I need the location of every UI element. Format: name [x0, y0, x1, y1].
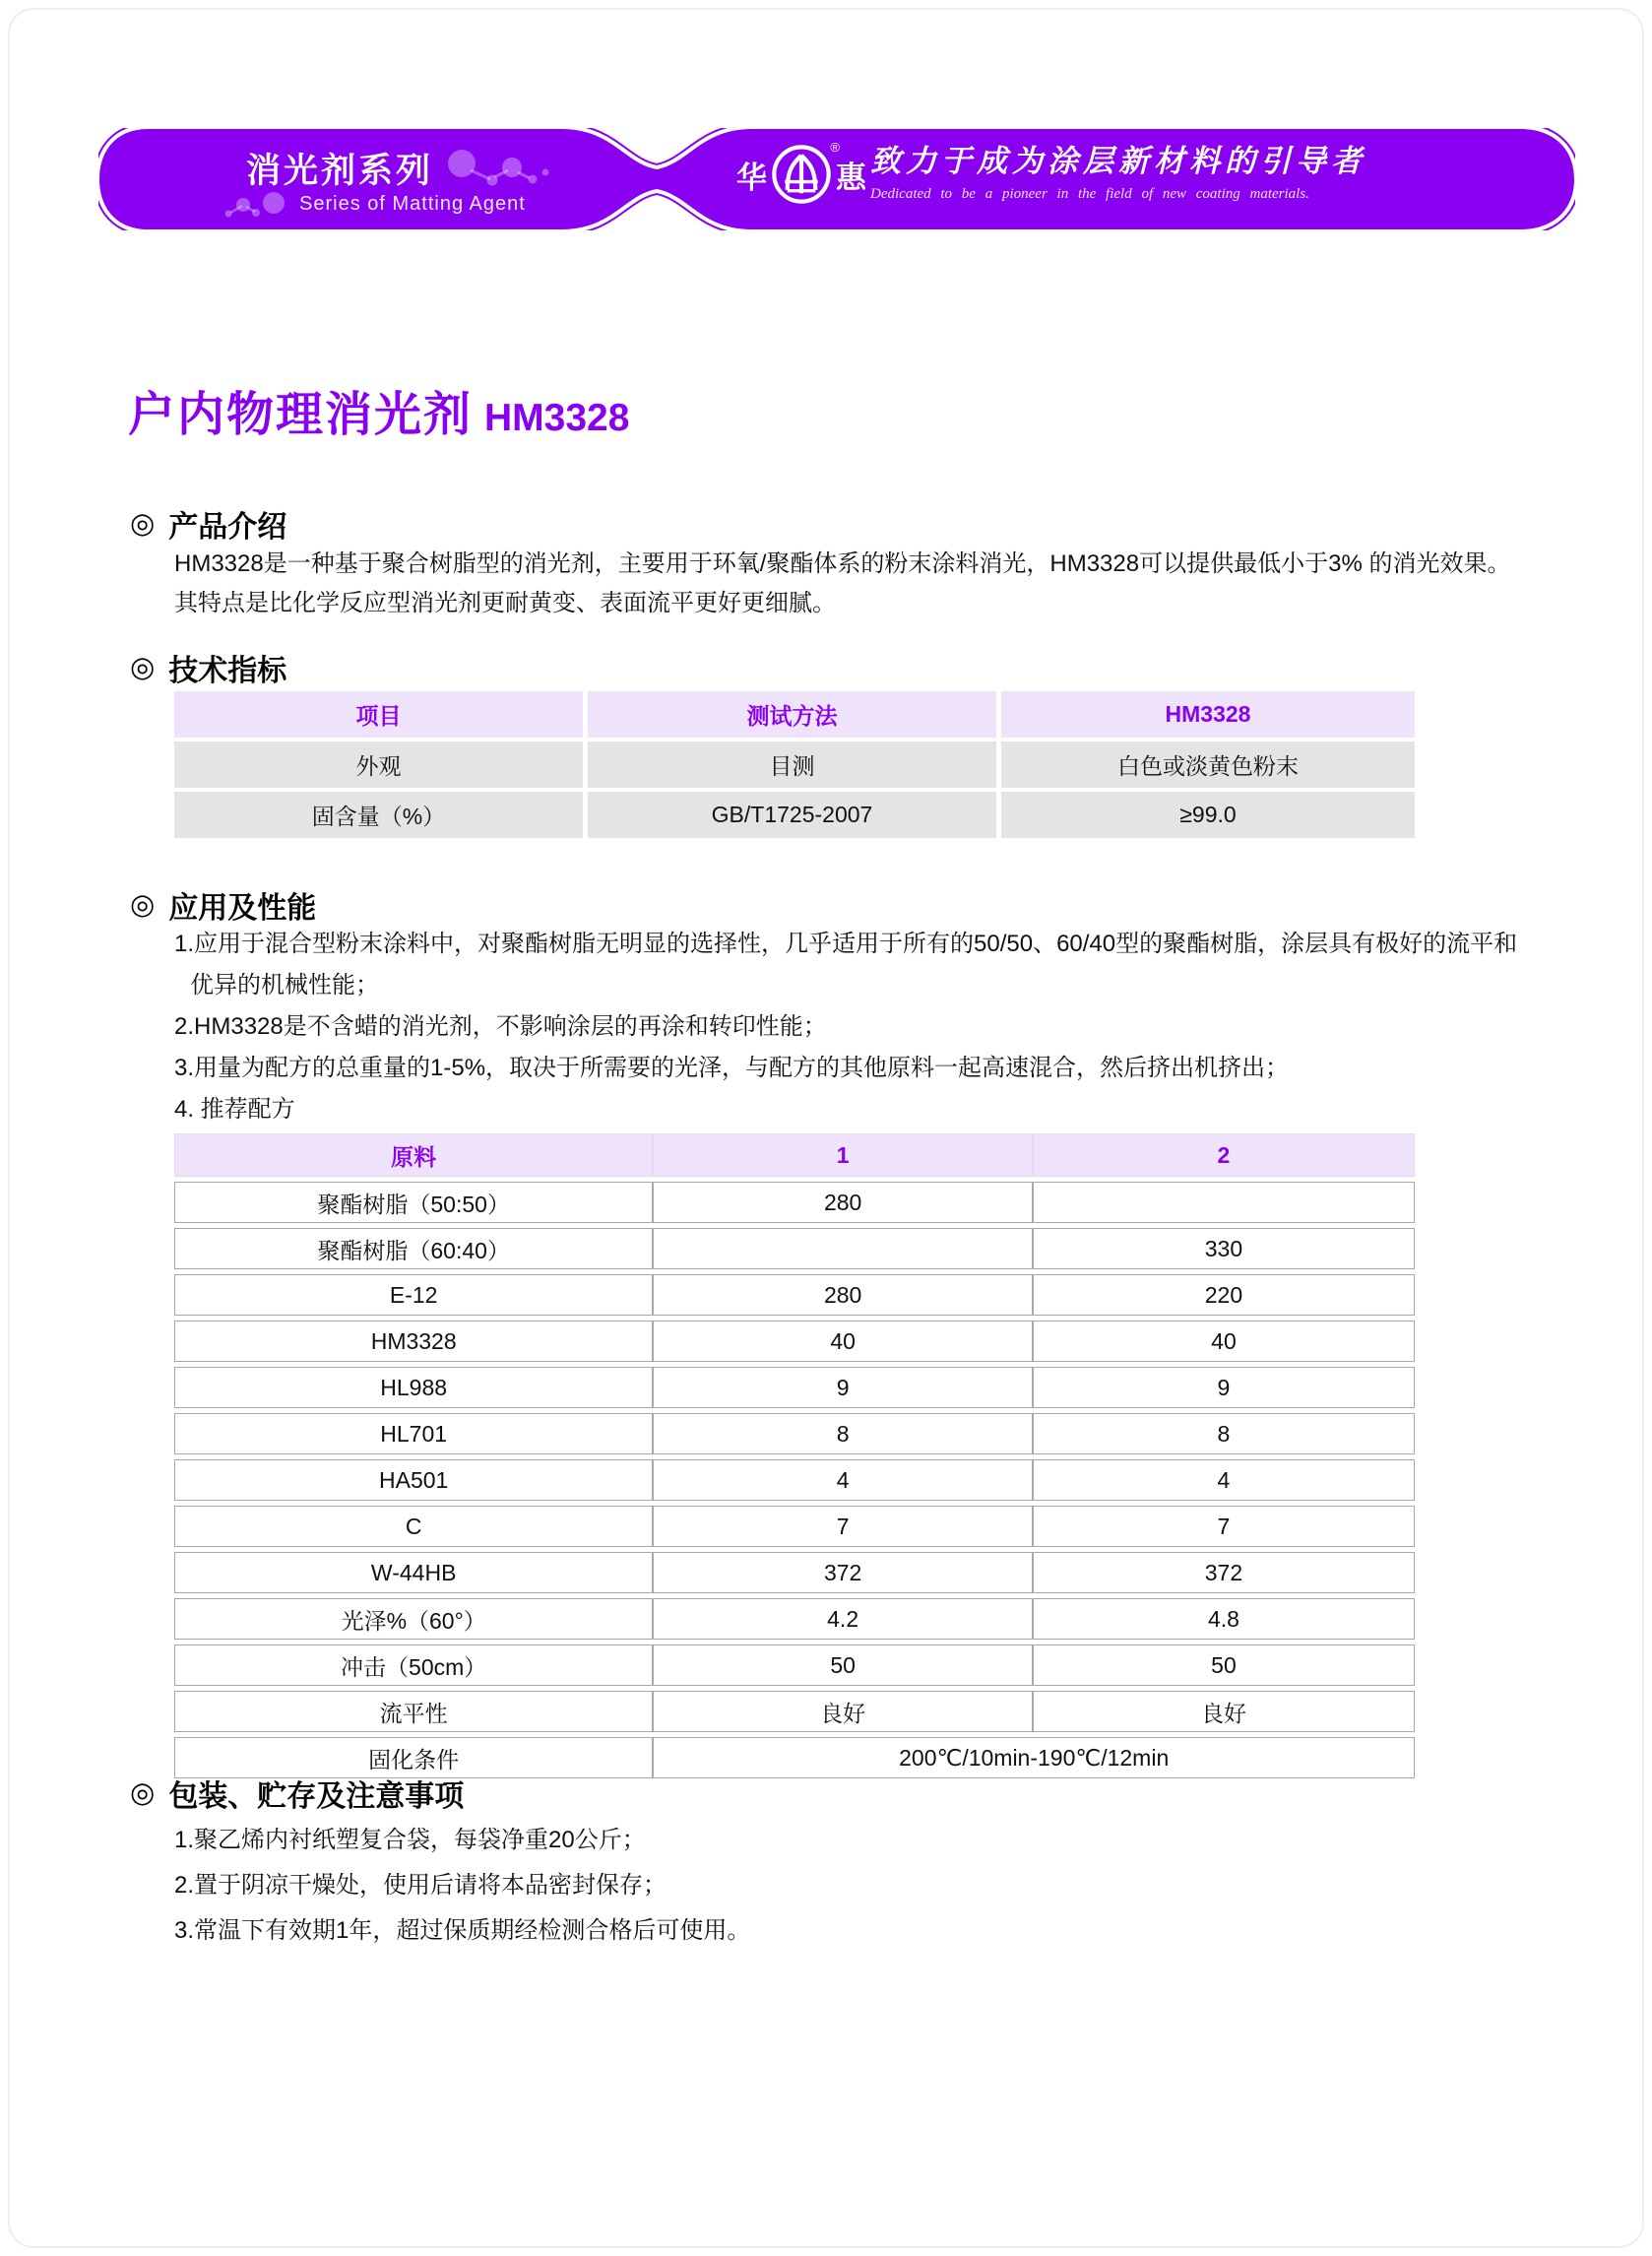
- cell-material: 固化条件: [174, 1737, 653, 1778]
- section-heading-label: 包装、贮存及注意事项: [168, 1780, 465, 1813]
- col-header-formula-1: 1: [653, 1133, 1033, 1177]
- logo-left-char: 华: [736, 160, 767, 195]
- list-item: 3.常温下有效期1年，超过保质期经检测合格后可使用。: [174, 1917, 751, 1944]
- cell-value: 白色或淡黄色粉末: [1001, 741, 1415, 788]
- cell-method: GB/T1725-2007: [588, 792, 996, 838]
- table-row: [174, 1321, 1415, 1362]
- cell-item: 外观: [174, 741, 583, 788]
- registered-mark: ®: [830, 140, 840, 155]
- cell-formula-2: 330: [1033, 1228, 1415, 1269]
- table-row: [174, 1644, 1415, 1686]
- col-header-material: 原料: [174, 1133, 653, 1177]
- section-heading-label: 产品介绍: [168, 511, 287, 544]
- cell-formula-1: 280: [653, 1274, 1033, 1316]
- cell-item: 固含量（%）: [174, 792, 583, 838]
- table-row: [174, 1274, 1415, 1316]
- cell-formula-1: 50: [653, 1644, 1033, 1686]
- table-header-row: [174, 691, 1415, 738]
- cell-material: E-12: [174, 1274, 653, 1316]
- table-row: [174, 1367, 1415, 1408]
- formula-table: [174, 1128, 1415, 1783]
- cell-value: ≥99.0: [1001, 792, 1415, 838]
- table-row: [174, 1506, 1415, 1547]
- series-title-group: [246, 144, 565, 193]
- tech-spec-table: [169, 687, 1420, 842]
- packaging-list: [174, 1818, 750, 1954]
- cell-formula-2: 372: [1033, 1552, 1415, 1593]
- slogan-group: [870, 136, 1500, 203]
- list-item: 3.用量为配方的总重量的1-5%，取决于所需要的光泽，与配方的其他原料一起高速混合，然后挤出机挤出；: [174, 1055, 1290, 1081]
- logo-right-char: 惠: [836, 160, 866, 195]
- cell-material: HA501: [174, 1459, 653, 1501]
- cell-material: HL701: [174, 1413, 653, 1454]
- table-row: [174, 1691, 1415, 1732]
- cell-formula-1: 8: [653, 1413, 1033, 1454]
- section-heading-tech: [130, 646, 286, 689]
- cell-material: HL988: [174, 1367, 653, 1408]
- section-bullet-icon: ◎: [130, 1776, 156, 1809]
- table-row: [174, 1413, 1415, 1454]
- cell-material: 流平性: [174, 1691, 653, 1732]
- cell-method: 目测: [588, 741, 996, 788]
- cell-formula-2: 40: [1033, 1321, 1415, 1362]
- intro-line: HM3328是一种基于聚合树脂型的消光剂，主要用于环氧/聚酯体系的粉末涂料消光，HM3328可以提供最低小于3% 的消光效果。: [174, 550, 1511, 577]
- section-bullet-icon: ◎: [130, 651, 156, 683]
- table-row: [174, 1598, 1415, 1640]
- molecule-dots-small-icon: [222, 187, 289, 221]
- cell-formula-2: 4.8: [1033, 1598, 1415, 1640]
- cell-formula-1: 372: [653, 1552, 1033, 1593]
- slogan-cn: 致力于成为涂层新材料的引导者: [870, 144, 1366, 178]
- cell-formula-2: 220: [1033, 1274, 1415, 1316]
- cell-formula-1: [653, 1228, 1033, 1269]
- product-model: HM3328: [484, 397, 630, 439]
- molecule-dots-icon: [447, 146, 565, 191]
- series-title: 消光剂系列: [246, 152, 434, 190]
- cell-formula-2: 4: [1033, 1459, 1415, 1501]
- table-header-row: [174, 1133, 1415, 1177]
- series-subtitle: Series of Matting Agent: [299, 192, 526, 215]
- col-header-item: 项目: [174, 691, 583, 738]
- col-header-method: 测试方法: [588, 691, 996, 738]
- huahui-emblem-icon: [771, 140, 840, 205]
- cell-formula-1: 4.2: [653, 1598, 1033, 1640]
- page-title: [128, 376, 629, 444]
- list-item: 1.应用于混合型粉末涂料中，对聚酯树脂无明显的选择性，几乎适用于所有的50/50、60/40型的聚酯树脂，涂层具有极好的流平和: [174, 931, 1518, 957]
- table-row: [174, 741, 1415, 788]
- cell-formula-2: 良好: [1033, 1691, 1415, 1732]
- intro-line: 其特点是比化学反应型消光剂更耐黄变、表面流平更好更细腻。: [174, 590, 836, 616]
- series-subtitle-group: [222, 187, 526, 221]
- section-heading-packaging: [130, 1772, 464, 1815]
- list-item: 1.聚乙烯内衬纸塑复合袋，每袋净重20公斤；: [174, 1827, 646, 1853]
- table-row: [174, 1552, 1415, 1593]
- section-heading-label: 技术指标: [168, 655, 287, 687]
- cell-material: 聚酯树脂（60:40）: [174, 1228, 653, 1269]
- cell-cure-condition: 200℃/10min-190℃/12min: [653, 1737, 1415, 1778]
- cell-material: 光泽%（60°）: [174, 1598, 653, 1640]
- table-row: [174, 1459, 1415, 1501]
- table-row: [174, 1228, 1415, 1269]
- table-row: [174, 1182, 1415, 1223]
- cell-formula-2: [1033, 1182, 1415, 1223]
- col-header-model: HM3328: [1001, 691, 1415, 738]
- cell-formula-1: 7: [653, 1506, 1033, 1547]
- cell-formula-2: 8: [1033, 1413, 1415, 1454]
- col-header-formula-2: 2: [1033, 1133, 1415, 1177]
- cell-formula-2: 7: [1033, 1506, 1415, 1547]
- section-bullet-icon: ◎: [130, 888, 156, 921]
- product-name: 户内物理消光剂: [128, 389, 474, 441]
- table-row: [174, 792, 1415, 838]
- intro-paragraph: [174, 545, 1510, 623]
- cell-material: W-44HB: [174, 1552, 653, 1593]
- cell-material: 冲击（50cm）: [174, 1644, 653, 1686]
- cell-material: C: [174, 1506, 653, 1547]
- cell-formula-2: 50: [1033, 1644, 1415, 1686]
- cell-formula-1: 良好: [653, 1691, 1033, 1732]
- cell-formula-1: 280: [653, 1182, 1033, 1223]
- section-heading-intro: [130, 502, 286, 546]
- section-heading-label: 应用及性能: [168, 892, 317, 925]
- company-logo: [736, 140, 866, 205]
- list-item: 优异的机械性能；: [190, 972, 379, 999]
- cell-formula-1: 4: [653, 1459, 1033, 1501]
- cell-formula-1: 9: [653, 1367, 1033, 1408]
- section-heading-application: [130, 883, 316, 927]
- list-item: 2.置于阴凉干燥处，使用后请将本品密封保存；: [174, 1872, 667, 1899]
- section-bullet-icon: ◎: [130, 507, 156, 540]
- cell-formula-1: 40: [653, 1321, 1033, 1362]
- list-item: 2.HM3328是不含蜡的消光剂，不影响涂层的再涂和转印性能；: [174, 1013, 827, 1040]
- cell-material: HM3328: [174, 1321, 653, 1362]
- list-item: 4. 推荐配方: [174, 1096, 295, 1123]
- cell-material: 聚酯树脂（50:50）: [174, 1182, 653, 1223]
- application-list: [174, 924, 1517, 1130]
- header-band: [98, 128, 1575, 230]
- cell-formula-2: 9: [1033, 1367, 1415, 1408]
- slogan-en: Dedicated to be a pioneer in the field of new coating materials.: [870, 186, 1309, 202]
